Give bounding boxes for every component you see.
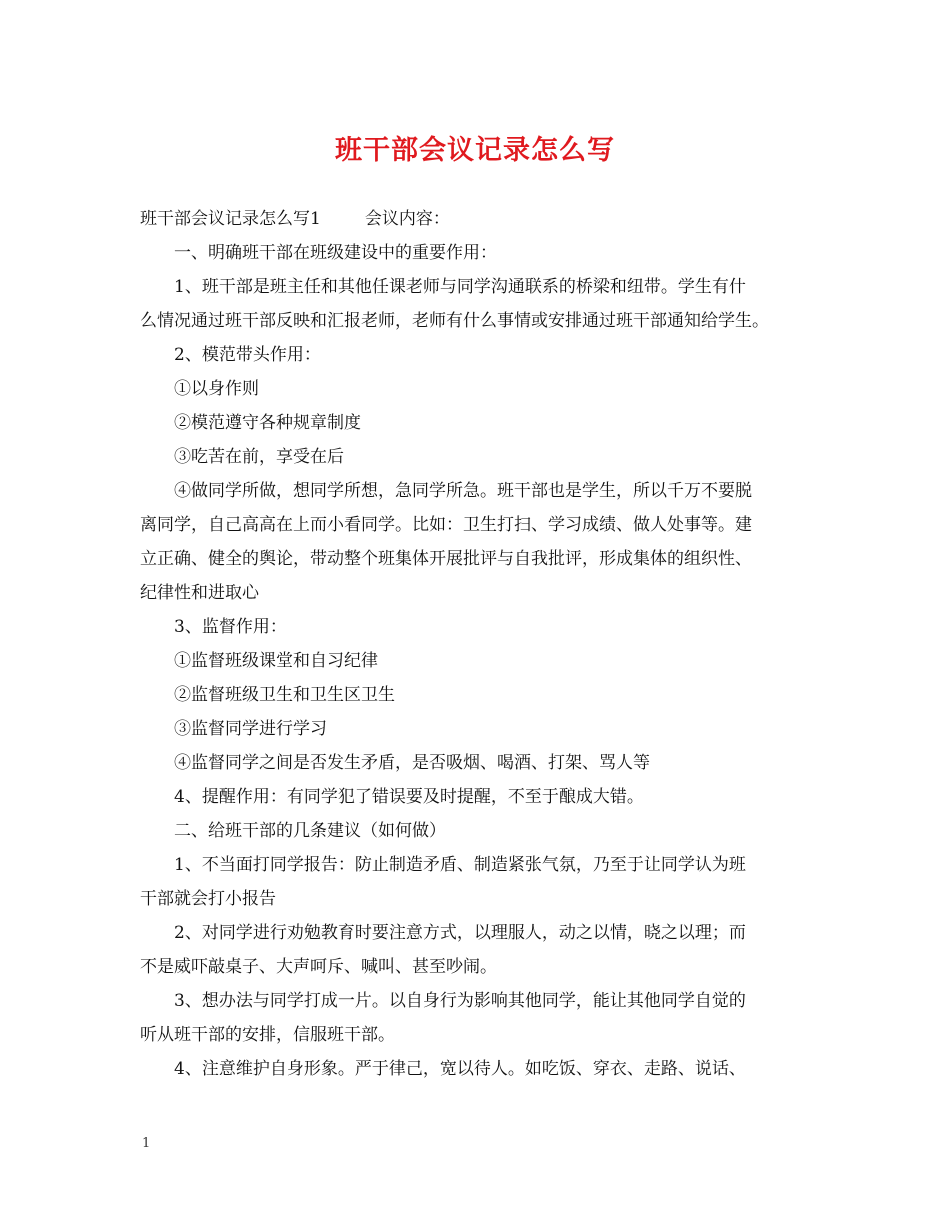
text-line: 二、给班干部的几条建议（如何做） <box>174 821 446 841</box>
text-line: 离同学，自己高高在上而小看同学。比如：卫生打扫、学习成绩、做人处事等。建 <box>140 515 752 535</box>
text-line: 3、监督作用： <box>174 617 287 637</box>
text-line: ④监督同学之间是否发生矛盾，是否吸烟、喝酒、打架、骂人等 <box>174 753 650 773</box>
text-line: 么情况通过班干部反映和汇报老师，老师有什么事情或安排通过班干部通知给学生。 <box>140 311 769 331</box>
text-line: 2、模范带头作用： <box>174 345 321 365</box>
text-line: 立正确、健全的舆论，带动整个班集体开展批评与自我批评，形成集体的组织性、 <box>140 549 752 569</box>
text-line: 4、注意维护自身形象。严于律己，宽以待人。如吃饭、穿衣、走路、说话、 <box>174 1059 746 1079</box>
text-line: 1、不当面打同学报告：防止制造矛盾、制造紧张气氛，乃至于让同学认为班 <box>174 855 746 875</box>
document-body <box>140 202 820 1086</box>
text-line: 1、班干部是班主任和其他任课老师与同学沟通联系的桥梁和纽带。学生有什 <box>174 277 746 297</box>
text-line: 3、想办法与同学打成一片。以自身行为影响其他同学，能让其他同学自觉的 <box>174 991 746 1011</box>
text-line: ③吃苦在前，享受在后 <box>174 447 344 467</box>
text-line: ③监督同学进行学习 <box>174 719 327 739</box>
text-line: 不是威吓敲桌子、大声呵斥、喊叫、甚至吵闹。 <box>140 957 497 977</box>
text-line: ②监督班级卫生和卫生区卫生 <box>174 685 395 705</box>
intro-label: 会议内容： <box>364 209 450 229</box>
text-line: 一、明确班干部在班级建设中的重要作用： <box>174 243 497 263</box>
text-line: 纪律性和进取心 <box>140 583 259 603</box>
intro-line <box>140 202 820 236</box>
text-line: ①以身作则 <box>174 379 259 399</box>
text-line: 干部就会打小报告 <box>140 889 276 909</box>
text-line: 听从班干部的安排，信服班干部。 <box>140 1025 395 1045</box>
intro-heading: 班干部会议记录怎么写1 <box>140 209 321 229</box>
text-line: ②模范遵守各种规章制度 <box>174 413 361 433</box>
document-title: 班干部会议记录怎么写 <box>335 135 615 166</box>
paragraph-list <box>140 236 820 1086</box>
page-number: 1 <box>142 1136 151 1151</box>
text-line: ④做同学所做，想同学所想，急同学所急。班干部也是学生，所以千万不要脱 <box>174 481 752 501</box>
text-line: ①监督班级课堂和自习纪律 <box>174 651 378 671</box>
text-line: 4、提醒作用：有同学犯了错误要及时提醒，不至于酿成大错。 <box>174 787 644 807</box>
text-line: 2、对同学进行劝勉教育时要注意方式，以理服人，动之以情，晓之以理；而 <box>174 923 746 943</box>
